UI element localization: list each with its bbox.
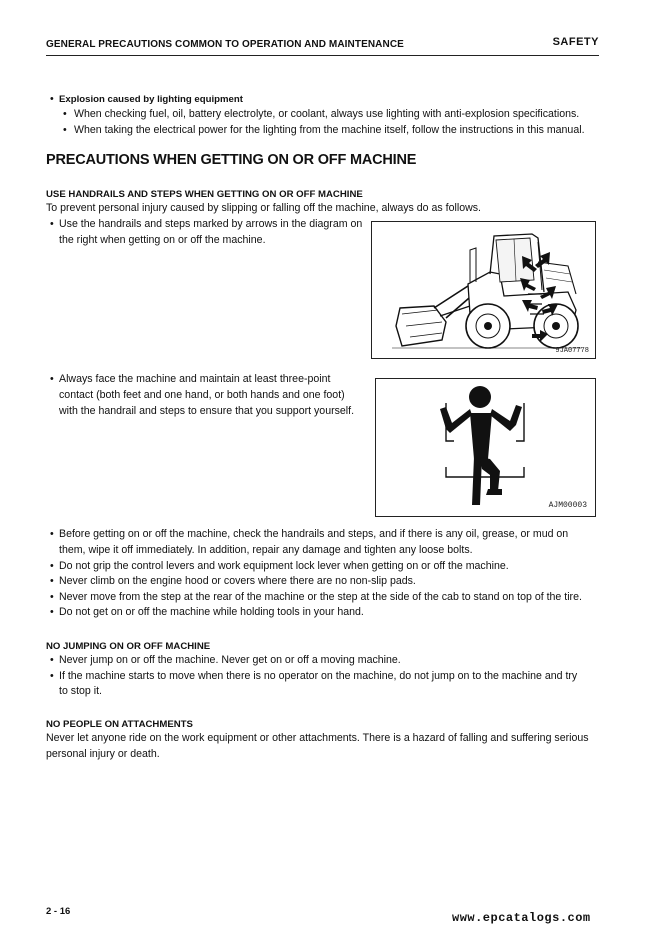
no-people-text-line: personal injury or death. [46, 748, 160, 760]
no-jumping-item-line: If the machine starts to move when there is no operator on the machine, do not jump on to the machine and try [59, 670, 578, 682]
handrails-item-line: Do not grip the control levers and work equipment lock lever when getting on or off the machine. [59, 560, 509, 572]
bullet-marker: • [50, 93, 54, 105]
header-section: SAFETY [552, 36, 599, 48]
no-people-heading: NO PEOPLE ON ATTACHMENTS [46, 719, 193, 730]
no-jumping-heading: NO JUMPING ON OR OFF MACHINE [46, 641, 211, 652]
handrails-item-line: Use the handrails and steps marked by arrows in the diagram on [59, 218, 363, 230]
handrails-item-line: them, wipe it off immediately. In addition, repair any damage and tighten any loose bolts. [59, 544, 473, 556]
three-point-contact-figure [375, 378, 596, 517]
bullet-marker: • [50, 218, 54, 230]
page-number: 2 - 16 [46, 906, 71, 917]
bullet-marker: • [50, 591, 54, 603]
handrails-item-line: contact (both feet and one hand, or both hands and one foot) [59, 389, 345, 401]
bullet-marker: • [50, 575, 54, 587]
bullet-marker: • [50, 560, 54, 572]
person-figure-id: AJM00003 [548, 501, 587, 510]
handrails-item-line: Do not get on or off the machine while holding tools in your hand. [59, 606, 364, 618]
handrails-heading: USE HANDRAILS AND STEPS WHEN GETTING ON OR OFF MACHINE [46, 189, 363, 200]
handrails-item-line: the right when getting on or off the machine. [59, 234, 266, 246]
page-header [46, 36, 599, 56]
loader-figure [371, 221, 596, 359]
three-point-contact-illustration [376, 379, 595, 516]
explosion-item: When checking fuel, oil, battery electrolyte, or coolant, always use lighting with anti-explosion specifications. [74, 108, 580, 120]
loader-figure-id: 9JA07778 [555, 347, 589, 355]
bullet-marker: • [63, 108, 67, 120]
no-jumping-item-line: Never jump on or off the machine. Never get on or off a moving machine. [59, 654, 401, 666]
handrails-item-line: with the handrail and steps to ensure that you support yourself. [59, 405, 355, 417]
section-title: PRECAUTIONS WHEN GETTING ON OR OFF MACHINE [46, 152, 417, 168]
bullet-marker: • [63, 124, 67, 136]
header-title: GENERAL PRECAUTIONS COMMON TO OPERATION AND MAINTENANCE [46, 39, 404, 50]
handrails-item-line: Never climb on the engine hood or covers where there are no non-slip pads. [59, 575, 416, 587]
wheel-loader-illustration [372, 222, 595, 358]
bullet-marker: • [50, 528, 54, 540]
handrails-item-line: Before getting on or off the machine, check the handrails and steps, and if there is any oil, grease, or mud on [59, 528, 569, 540]
explosion-item: When taking the electrical power for the lighting from the machine itself, follow the instructions in this manual. [74, 124, 585, 136]
handrails-intro: To prevent personal injury caused by slipping or falling off the machine, always do as follows. [46, 202, 481, 214]
bullet-marker: • [50, 373, 54, 385]
bullet-marker: • [50, 606, 54, 618]
handrails-item-line: Never move from the step at the rear of the machine or the step at the side of the cab to stand on top of the tire. [59, 591, 582, 603]
bullet-marker: • [50, 670, 54, 682]
no-people-text-line: Never let anyone ride on the work equipment or other attachments. There is a hazard of falling and suffering serious [46, 732, 589, 744]
no-jumping-item-line: to stop it. [59, 685, 102, 697]
watermark-url: www.epcatalogs.com [452, 911, 591, 925]
handrails-item-line: Always face the machine and maintain at least three-point [59, 373, 331, 385]
explosion-heading: Explosion caused by lighting equipment [59, 94, 243, 105]
bullet-marker: • [50, 654, 54, 666]
